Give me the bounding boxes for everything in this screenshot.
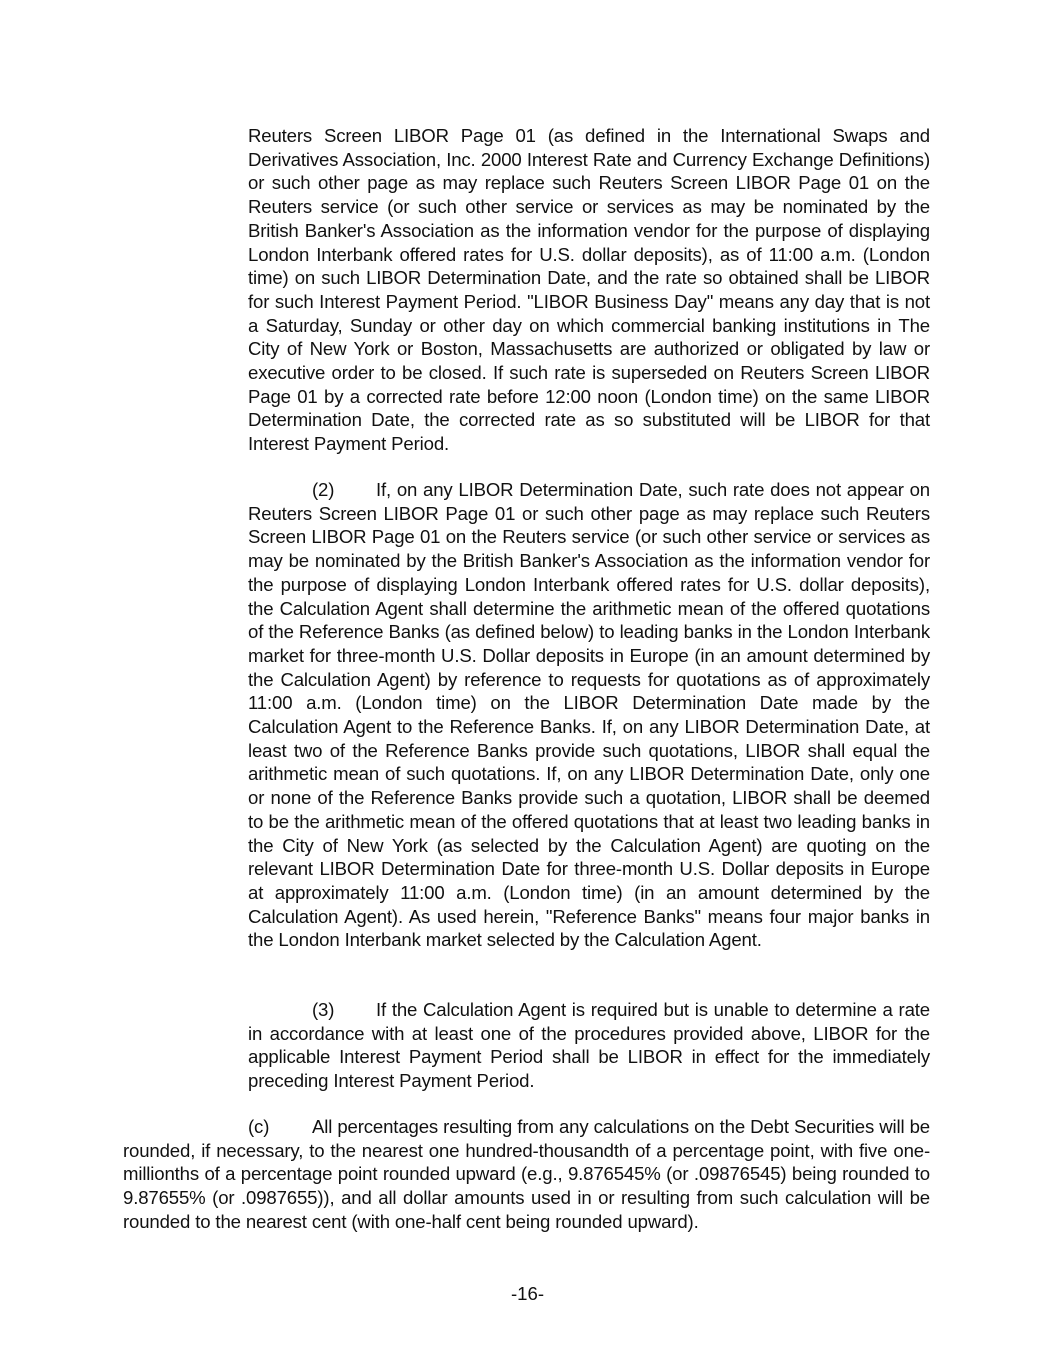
paragraph-3 — [248, 998, 930, 1093]
paragraph-text: All percentages resulting from any calculations on the Debt Securities will be rounded, if necessary, to the nearest one hundred-thousandth of a percentage point, with five one-millionths of a percentage point rounded upward (e.g., 9.876545% (or .09876545) being rounded to 9.87655% (or .0987655)), and all dollar amounts used in or resulting from such calculation will be rounded to the nearest cent (with one-half cent being rounded upward). — [123, 1116, 930, 1232]
paragraph-number: (2) — [312, 479, 335, 500]
paragraph-text: Reuters Screen LIBOR Page 01 (as defined in the International Swaps and Derivatives Association, Inc. 2000 Interest Rate and Currency Exchange Definitions) or such other page as may replace such Reuters Screen LIBOR Page 01 on the Reuters service (or such other service or services as may be nominated by the British Banker's Association as the information vendor for the purpose of displaying London Interbank offered rates for U.S. dollar deposits), as of 11:00 a.m. (London time) on such LIBOR Determination Date, and the rate so obtained shall be LIBOR for such Interest Payment Period. "LIBOR Business Day" means any day that is not a Saturday, Sunday or other day on which commercial banking institutions in The City of New York or Boston, Massachusetts are authorized or obligated by law or executive order to be closed. If such rate is superseded on Reuters Screen LIBOR Page 01 by a corrected rate before 12:00 noon (London time) on the same LIBOR Determination Date, the corrected rate as so substituted will be LIBOR for that Interest Payment Period. — [248, 125, 930, 455]
paragraph-number: (c) — [248, 1116, 270, 1137]
paragraph-c — [123, 1115, 930, 1234]
paragraph-libor-definition-continued — [248, 124, 930, 456]
paragraph-2 — [248, 478, 930, 952]
page-number: -16- — [510, 1283, 545, 1304]
paragraph-text: If the Calculation Agent is required but is unable to determine a rate in accordance with at least one of the procedures provided above, LIBOR for the applicable Interest Payment Period shall be LIBOR in effect for the immediately preceding Interest Payment Period. — [248, 999, 930, 1092]
paragraph-number: (3) — [312, 999, 335, 1020]
paragraph-text: If, on any LIBOR Determination Date, such rate does not appear on Reuters Screen LIBOR Page 01 or such other page as may replace such Reuters Screen LIBOR Page 01 on the Reuters service (or such other service or services as may be nominated by the British Banker's Association as the information vendor for the purpose of displaying London Interbank offered rates for U.S. dollar deposits), the Calculation Agent shall determine the arithmetic mean of the offered quotations of the Reference Banks (as defined below) to leading banks in the London Interbank market for three-month U.S. Dollar deposits in Europe (in an amount determined by the Calculation Agent) by reference to requests for quotations as of approximately 11:00 a.m. (London time) on the LIBOR Determination Date made by the Calculation Agent to the Reference Banks. If, on any LIBOR Determination Date, at least two of the Reference Banks provide such quotations, LIBOR shall equal the arithmetic mean of such quotations. If, on any LIBOR Determination Date, only one or none of the Reference Banks provide such a quotation, LIBOR shall be deemed to be the arithmetic mean of the offered quotations that at least two leading banks in the City of New York (as selected by the Calculation Agent) are quoting on the relevant LIBOR Determination Date for three-month U.S. Dollar deposits in Europe at approximately 11:00 a.m. (London time) (in an amount determined by the Calculation Agent). As used herein, "Reference Banks" means four major banks in the London Interbank market selected by the Calculation Agent. — [248, 479, 930, 951]
